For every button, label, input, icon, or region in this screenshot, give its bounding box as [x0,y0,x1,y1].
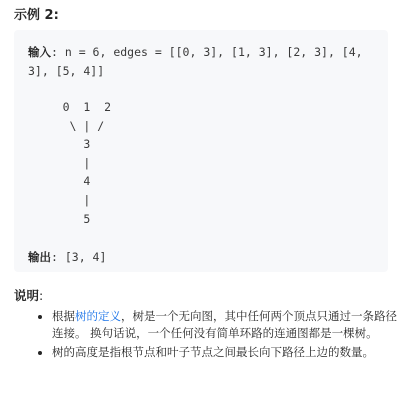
tree-line: | [28,155,91,170]
output-value: [3, 4] [57,250,107,264]
notes-list [36,308,402,363]
notes-heading-colon: : [39,288,44,303]
example-code-block [14,30,388,272]
list-item [52,344,402,361]
note1-prefix: 根据 [52,309,75,323]
note1-text: ，树是一个无向图，其中任何两个顶点只通过一条路径连接。 换句话说，一个任何没有简单环路的连通图都是一棵树。 [52,309,397,340]
tree-line: 5 [28,211,91,226]
tree-line: 4 [28,174,91,189]
tree-line: 3 [28,137,91,152]
tree-line: 0 1 2 [28,100,112,114]
example-heading: 示例 2: [14,8,59,23]
list-item [52,308,402,342]
tree-diagram [28,98,111,228]
tree-line: \ | / [28,118,105,133]
input-line [28,44,363,60]
output-label: 输出 [28,250,51,264]
note2-text: 树的高度是指根节点和叶子节点之间最长向下路径上边的数量。 [52,345,374,359]
input-value-line1: n = 6, edges = [[0, 3], [1, 3], [2, 3], [4, [57,45,363,59]
notes-heading [14,286,43,304]
input-value-line2: 3], [5, 4]] [28,64,105,78]
input-colon: : [51,45,58,59]
tree-definition-link[interactable]: 树的定义 [75,309,121,323]
tree-line: | [28,192,91,207]
input-label: 输入 [28,45,51,59]
output-colon: : [51,250,58,264]
notes-heading-text: 说明 [14,288,40,303]
output-line [28,249,106,265]
